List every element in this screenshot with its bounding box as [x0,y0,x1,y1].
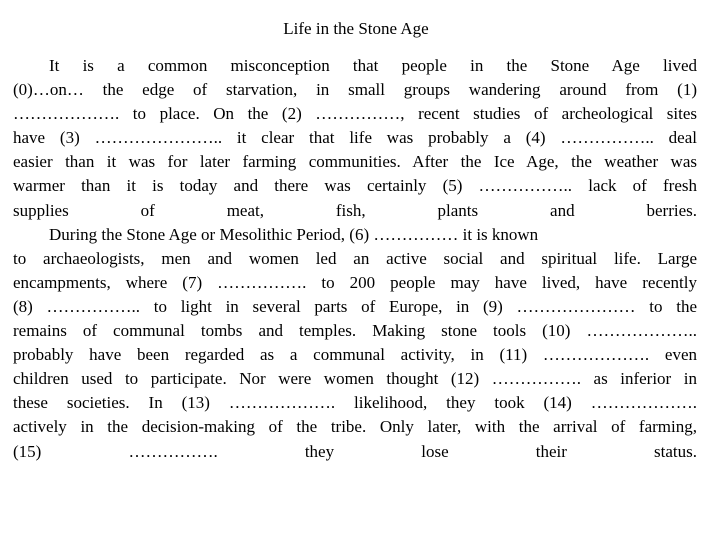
text-line-14: children used to participate. Nor were women thought (12) ……………. as inferior in [13,369,697,389]
text-line-11: (8) …………….. to light in several parts of Europe, in (9) ………………… to the [13,296,697,316]
text-line-15: these societies. In (13) ………………. likelihood, they took (14) ………………. [13,393,697,413]
document-body [13,54,697,464]
line-text: During the Stone Age or Mesolithic Period, (6) …………… it is known [49,224,539,244]
document-page [13,17,697,464]
text-line-13: probably have been regarded as a communal activity, in (11) ………………. even [13,345,697,365]
text-line-9: to archaeologists, men and women led an active social and spiritual life. Large [13,248,697,268]
line-text: It is a common misconception that people in the Stone Age lived [49,56,697,75]
text-line-4: have (3) ………………….. it clear that life was probably a (4) …………….. deal [13,128,697,148]
text-line-16: actively in the decision-making of the tribe. Only later, with the arrival of farming, [13,417,697,437]
text-line-12: remains of communal tombs and temples. Making stone tools (10) ……………….. [13,321,697,341]
text-line-2: (0)…on… the edge of starvation, in small groups wandering around from (1) [13,80,697,100]
text-line-8 [13,223,697,247]
text-line-17: (15) ……………. they lose their status. [13,441,697,461]
text-line-6: warmer than it is today and there was certainly (5) …………….. lack of fresh [13,176,697,196]
text-line-1 [13,54,697,78]
text-line-5: easier than it was for later farming communities. After the Ice Age, the weather was [13,152,697,172]
text-line-7: supplies of meat, fish, plants and berries. [13,200,697,220]
document-title: Life in the Stone Age [283,19,429,38]
text-line-3: ………………. to place. On the (2) ……………, recent studies of archeological sites [13,104,697,124]
text-line-10: encampments, where (7) ……………. to 200 people may have lived, have recently [13,272,697,292]
